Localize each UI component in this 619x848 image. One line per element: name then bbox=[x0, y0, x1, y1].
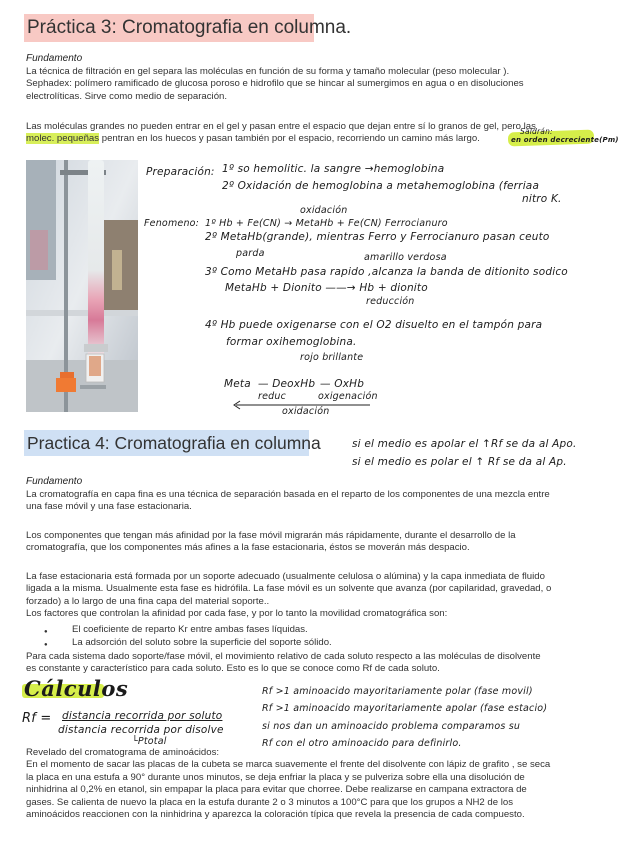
text-line: es constante y característico para cada soluto. Esto es lo que se conoce como Rf de cada soluto. bbox=[26, 663, 440, 675]
rf-note-1: Rf >1 aminoacido mayoritariamente polar (fase movil) bbox=[262, 686, 533, 697]
text-line: electrolíticas. Sirve como medio de separación. bbox=[26, 90, 228, 102]
rf-total: └Ptotal bbox=[132, 736, 167, 747]
cycle-meta: Meta bbox=[224, 378, 251, 390]
practica4-p3 bbox=[26, 571, 596, 621]
fenomeno-step4: 4º Hb puede oxigenarse con el O2 disuelto en el tampón para bbox=[205, 319, 543, 331]
text-line: ligada a la misma. Usualmente esta fase es hidrófila. La fase móvil es un solvente que avanza (por capilaridad, gravedad, o bbox=[26, 583, 552, 595]
text-line: molec. pequeñas pentran en los huecos y pasan también por el espacio, recorriendo un camino más largo. bbox=[26, 133, 480, 145]
highlighted-text: molec. pequeñas bbox=[26, 133, 100, 145]
reduccion-note: reducción bbox=[366, 296, 415, 307]
rf-denominator: distancia recorrida por disolve bbox=[58, 724, 224, 736]
calculos-heading: Cálculos bbox=[24, 676, 129, 701]
text-line: la placa en una estufa a 90° durante unos minutos, se deja enfriar la placa y se pulveriza sobre ella una disolución de bbox=[26, 771, 525, 783]
cycle-reduc: reduc bbox=[258, 391, 287, 402]
practica4-p2 bbox=[26, 530, 596, 555]
lab-photo bbox=[26, 160, 138, 412]
text-line: Sephadex: polímero ramificado de glucosa poroso e hidrofilo que se hincar al sumergimos en agua o en disoluciones bbox=[26, 78, 524, 90]
text-line: La fase estacionaria está formada por un soporte adecuado (usualmente celulosa o alúmina) y la capa inmediata de fluido bbox=[26, 571, 545, 582]
oxidacion-arrow-label: oxidación bbox=[300, 205, 348, 216]
bullet-item: ● La adsorción del soluto sobre la superficie del soporte sólido. bbox=[72, 637, 332, 649]
parda-note: parda bbox=[236, 248, 265, 259]
text-line: En el momento de sacar las placas de la cubeta se marca suavemente el frente del disolvente con lápiz de grafito , se seca bbox=[26, 759, 551, 771]
text-line: una fase móvil y una fase estacionaria. bbox=[26, 501, 192, 513]
fenomeno-step1: 1º Hb + Fe(CN) → MetaHb + Fe(CN) Ferrocianuro bbox=[205, 218, 448, 229]
amarillo-note: amarillo verdosa bbox=[364, 252, 447, 263]
practica3-paragraph1 bbox=[26, 66, 586, 103]
revelado-heading: Revelado del cromatograma de aminoácidos: bbox=[26, 747, 220, 758]
fenomeno-step2: 2º MetaHb(grande), mientras Ferro y Ferrocianuro pasan ceuto bbox=[205, 231, 550, 243]
cycle-deoxi: — DeoxHb bbox=[258, 378, 316, 390]
polar-note-1: si el medio es apolar el ↑Rf se da al Apo. bbox=[352, 438, 577, 450]
practica4-title: Practica 4: Cromatografia en columna bbox=[24, 430, 309, 456]
cycle-oxidacion: oxidación bbox=[282, 406, 330, 417]
bullet-item: ● El coeficiente de reparto Kr entre ambas fases líquidas. bbox=[72, 624, 308, 636]
text-line: La técnica de filtración en gel separa las moléculas en función de su forma y tamaño molecular (peso molecular ). bbox=[26, 66, 510, 77]
text-line: aminoácidos reaccionen con la ninhidrina y aparezca la coloración típica que revela la presencia de cada compuesto. bbox=[26, 809, 525, 821]
prep-step2: 2º Oxidación de hemoglobina a metahemoglobina (ferriaa bbox=[222, 180, 540, 192]
polar-note-2: si el medio es polar el ↑ Rf se da al Ap. bbox=[352, 456, 567, 468]
practica3-title: Práctica 3: Cromatografia en columna. bbox=[24, 14, 314, 42]
rojo-note: rojo brillante bbox=[300, 352, 364, 363]
fenomeno-step3: 3º Como MetaHb pasa rapido ,alcanza la banda de ditionito sodico bbox=[205, 266, 568, 278]
rf-note-2: Rf >1 aminoacido mayoritariamente apolar (fase estacio) bbox=[262, 703, 548, 714]
text-line: cromatografía, que los componentes más afines a la fase estacionaria, éstos se moverán más despacio. bbox=[26, 542, 470, 554]
rf-numerator: distancia recorrida por soluto bbox=[62, 710, 223, 722]
prep-step1: 1º so hemolitic. la sangre →hemoglobina bbox=[222, 163, 445, 175]
fenomeno-label: Fenomeno: bbox=[144, 218, 200, 229]
practica4-p1 bbox=[26, 489, 596, 514]
text-line: forzado) a lo largo de una fina capa del material soporte.. bbox=[26, 595, 270, 607]
prep-step2-cont: nitro K. bbox=[522, 193, 562, 205]
text-line: Los factores que controlan la afinidad por cada fase, y por lo tanto la movilidad cromatográfica son: bbox=[26, 608, 448, 620]
rf-label: Rf = bbox=[22, 711, 52, 726]
cycle-oxigenacion: oxigenación bbox=[318, 391, 378, 402]
orden-note: en orden decreciente(Pm) bbox=[511, 136, 619, 144]
fenomeno-step4-cont: formar oxihemoglobina. bbox=[226, 336, 357, 348]
column-apparatus-image bbox=[26, 160, 138, 412]
text-line: Para cada sistema dado soporte/fase móvil, el movimiento relativo de cada soluto respecto a las moléculas de disolvente bbox=[26, 651, 541, 662]
text-line: ninhidrina al 0,2% en etanol, sin empapar la placa para evitar que chorree. Debe realizarse en campana extractora de bbox=[26, 784, 527, 796]
practica4-p4 bbox=[26, 651, 596, 676]
text-line: La cromatografía en capa fina es una técnica de separación basada en el reparto de los componentes de una mezcla entre bbox=[26, 489, 550, 500]
text-line: Los componentes que tengan más afinidad por la fase móvil migrarán más rápidamente, durante el desarrollo de la bbox=[26, 530, 516, 541]
fenomeno-step3-reaction: MetaHb + Dionito ——→ Hb + dionito bbox=[225, 282, 428, 294]
preparacion-label: Preparación: bbox=[146, 166, 215, 178]
fundamento-label: Fundamento bbox=[26, 53, 83, 64]
rf-note-3: si nos dan un aminoacido problema comparamos su bbox=[262, 721, 521, 732]
text-line: Las moléculas grandes no pueden entrar en el gel y pasan entre el espacio que dejan entre sí lo granos de gel, pero las bbox=[26, 121, 536, 132]
revelado-section bbox=[26, 747, 596, 821]
saldran-note: Saldrán: bbox=[520, 127, 553, 136]
rf-note-4: Rf con el otro aminoacido para definirlo. bbox=[262, 738, 462, 749]
text-line: gases. Se calienta de nuevo la placa en la estufa durante 2 o 3 minutos a 100°C para que los grupos a NH2 de los bbox=[26, 796, 514, 808]
cycle-arrow bbox=[232, 396, 372, 404]
fundamento-label-2: Fundamento bbox=[26, 476, 83, 487]
cycle-oxi: — OxHb bbox=[320, 378, 365, 390]
